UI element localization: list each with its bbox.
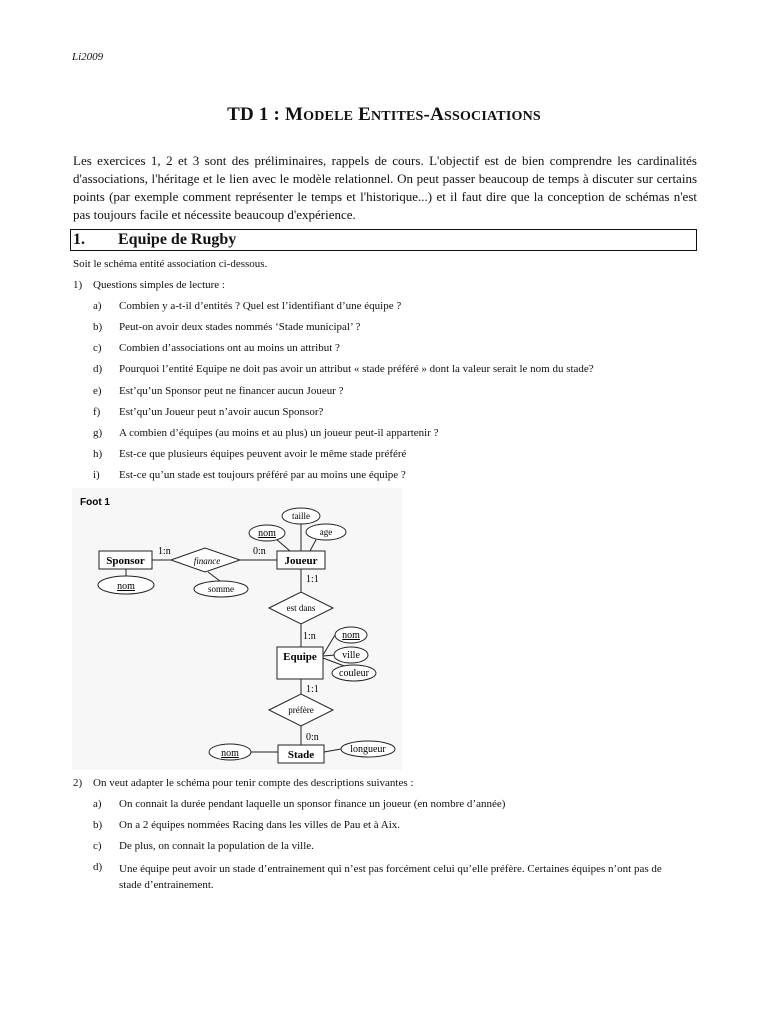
association-prefere <box>269 694 333 726</box>
attribute-finance-somme <box>194 581 248 597</box>
cardinality-label: 0:n <box>306 732 319 743</box>
attribute-stade-nom <box>209 744 251 760</box>
svg-text:Stade: Stade <box>287 749 315 761</box>
attribute-joueur-age <box>306 524 346 540</box>
association-finance <box>171 548 240 572</box>
attribute-joueur-taille <box>282 508 320 524</box>
svg-text:longueur: longueur <box>350 744 386 755</box>
attribute-equipe-couleur <box>332 665 376 681</box>
connector-lines <box>126 523 363 752</box>
entity-sponsor <box>99 551 152 569</box>
svg-text:est dans: est dans <box>286 603 316 613</box>
svg-text:couleur: couleur <box>339 668 369 679</box>
svg-text:taille: taille <box>292 511 310 521</box>
er-diagram <box>72 488 402 770</box>
section-lead: Soit le schéma entité association ci-dessous. <box>73 258 268 270</box>
er-diagram-svg <box>72 488 402 770</box>
svg-text:préfère: préfère <box>288 705 314 715</box>
svg-text:Joueur: Joueur <box>284 555 318 567</box>
section-number: 1. <box>73 231 85 248</box>
section-heading <box>70 229 697 251</box>
attribute-sponsor-nom <box>98 576 154 594</box>
cardinality-label: 1:1 <box>306 574 319 585</box>
association-est-dans <box>269 592 333 624</box>
attribute-joueur-nom <box>249 525 285 541</box>
page-title: TD 1 : MODELE ENTITES-ASSOCIATIONS <box>227 104 541 125</box>
attribute-stade-longueur <box>341 741 395 757</box>
diagram-caption: Foot 1 <box>80 497 110 508</box>
entity-stade <box>278 745 324 763</box>
svg-text:Sponsor: Sponsor <box>106 555 145 567</box>
entity-equipe <box>277 647 323 679</box>
svg-text:Equipe: Equipe <box>283 651 317 663</box>
svg-text:finance: finance <box>193 556 221 566</box>
svg-text:somme: somme <box>208 584 234 594</box>
intro-paragraph: Les exercices 1, 2 et 3 sont des préliminaires, rappels de cours. L'objectif est de bien comprendre les cardinalités d'associations, l'héritage et le lien avec le modèle relationnel. On peut passer beaucoup de temps à discuter sur certains points (par exemple comment représenter le temps et l'historique...) et il faut dire que la conception de schémas n'est pas toujours facile et nécessite beaucoup d'expérience. <box>73 153 697 222</box>
entity-joueur <box>277 551 325 569</box>
attribute-equipe-nom <box>335 627 367 643</box>
cardinality-label: 1:n <box>303 631 316 642</box>
svg-text:age: age <box>319 527 333 537</box>
svg-text:ville: ville <box>342 650 360 661</box>
document-tag: Li2009 <box>72 51 104 63</box>
section-title: Equipe de Rugby <box>118 231 237 248</box>
svg-text:nom: nom <box>221 748 239 759</box>
cardinality-label: 0:n <box>253 546 266 557</box>
svg-text:nom: nom <box>258 528 276 539</box>
cardinality-label: 1:n <box>158 546 171 557</box>
cardinality-label: 1:1 <box>306 684 319 695</box>
attribute-equipe-ville <box>334 647 368 663</box>
svg-text:nom: nom <box>342 630 360 641</box>
svg-text:nom: nom <box>117 581 135 592</box>
